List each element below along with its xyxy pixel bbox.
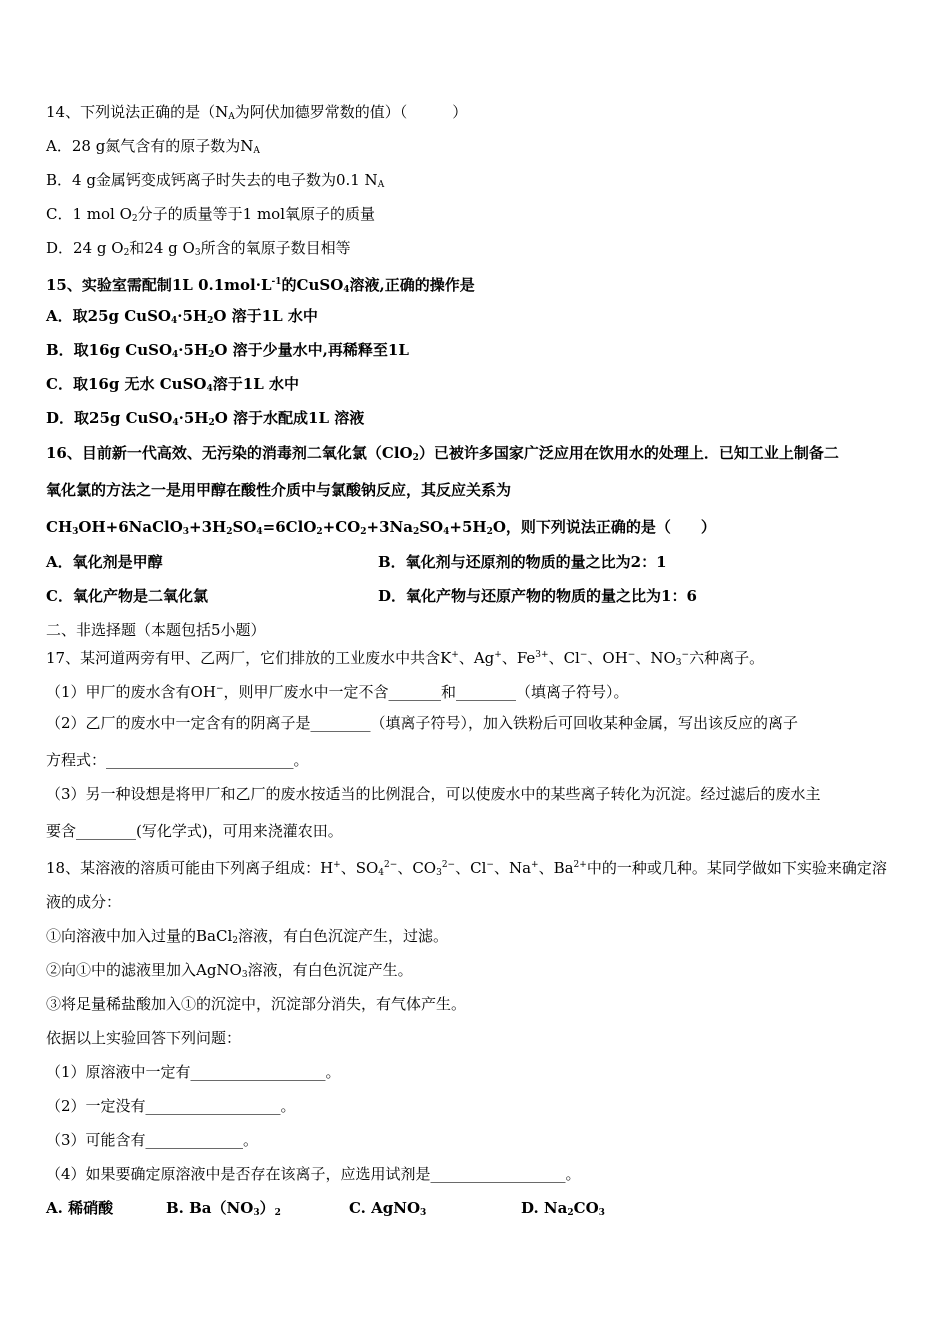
q15-option-c: C．取16g 无水 CuSO$_4$溶于1L 水中	[46, 375, 299, 394]
q18-part1: （1）原溶液中一定有__________________。	[46, 1063, 341, 1081]
q15-option-d: D．取25g $CuSO_4\cdot 5H_2O$ 溶于水配成1L 溶液	[46, 409, 365, 428]
q18-stem: 18、某溶液的溶质可能由下列离子组成：H+、$SO_4^{2-}$、$CO_3^{2-}$、Cl−、Na+、$Ba^{2+}$中的一种或几种。某同学做如下实验来确定溶	[46, 859, 887, 878]
q18-step1: ①向溶液中加入过量的BaCl$_2$溶液，有白色沉淀产生，过滤。	[46, 927, 448, 946]
q16-option-a: A．氧化剂是甲醇	[46, 553, 163, 571]
q15-option-a: A．取25g $CuSO_4\cdot 5H_2O$ 溶于1L 水中	[46, 307, 318, 326]
q14-option-d: D．24 g $O_2$和24 g $O_3$所含的氧原子数目相等	[46, 239, 351, 258]
q18-intro: 依据以上实验回答下列问题：	[46, 1029, 242, 1047]
q17-part2: （2）乙厂的废水中一定含有的阴离子是________（填离子符号），加入铁粉后可回收某种金属，写出该反应的离子	[46, 714, 799, 732]
q18-option-c: C. AgNO$_3$	[349, 1199, 427, 1218]
q18-part2: （2）一定没有__________________。	[46, 1097, 296, 1115]
q16-stem-line1: 16、目前新一代高效、无污染的消毒剂二氧化氯（ClO$_2$）已被许多国家广泛应用在饮用水的处理上．已知工业上制备二	[46, 444, 839, 463]
q18-part4: （4）如果要确定原溶液中是否存在该离子，应选用试剂是__________________。	[46, 1165, 581, 1183]
q14-option-b: B．4 g金属钙变成钙离子时失去的电子数为0.1 $N_A$	[46, 171, 385, 190]
q15-option-b: B．取16g $CuSO_4\cdot 5H_2O$ 溶于少量水中,再稀释至1L	[46, 341, 409, 360]
q18-step2: ②向①中的滤液里加入AgNO$_3$溶液，有白色沉淀产生。	[46, 961, 413, 980]
q18-part3: （3）可能含有_____________。	[46, 1131, 259, 1149]
q17-part2-answer: 方程式：_________________________。	[46, 751, 309, 769]
q16-equation: $CH_3OH+6NaClO_3+3H_2SO_4=6ClO_2+CO_2+3Na_2SO_4+5H_2O$，则下列说法正确的是（ ）	[46, 518, 716, 537]
q17-part3-answer: 要含________(写化学式)，可用来浇灌农田。	[46, 822, 343, 840]
q18-option-d: D. $Na_2CO_3$	[521, 1199, 605, 1218]
q16-option-d: D．氧化产物与还原产物的物质的量之比为1：6	[378, 587, 697, 605]
q16-option-c: C．氧化产物是二氧化氯	[46, 587, 208, 605]
q15-stem: 15、实验室需配制1L $0.1mol\cdot L^{-1}$的CuSO$_4$溶液,正确的操作是	[46, 276, 475, 295]
q17-part1: （1）甲厂的废水含有OH−，则甲厂废水中一定不含_______和________（填离子符号）。	[46, 683, 629, 701]
q18-option-a: A. 稀硝酸	[46, 1199, 114, 1217]
q16-option-b: B．氧化剂与还原剂的物质的量之比为2：1	[378, 553, 667, 571]
q14-option-c: C．1 mol $O_2$分子的质量等于1 mol氧原子的质量	[46, 205, 376, 224]
q18-step3: ③将足量稀盐酸加入①的沉淀中，沉淀部分消失，有气体产生。	[46, 995, 467, 1013]
q17-stem: 17、某河道两旁有甲、乙两厂，它们排放的工业废水中共含K+、Ag+、$Fe^{3+}$、Cl−、OH−、$NO_3^-$六种离子。	[46, 649, 765, 668]
section-heading: 二、非选择题（本题包括5小题）	[46, 621, 266, 639]
q18-stem-line2: 液的成分：	[46, 893, 122, 911]
q16-stem-line2: 氧化氯的方法之一是用甲醇在酸性介质中与氯酸钠反应，其反应关系为	[46, 481, 512, 499]
q18-option-b: B. $Ba(NO_3)_2$	[166, 1199, 281, 1218]
q17-part3: （3）另一种设想是将甲厂和乙厂的废水按适当的比例混合，可以使废水中的某些离子转化为沉淀。经过滤后的废水主	[46, 785, 821, 803]
q14-option-a: A．28 g氮气含有的原子数为$N_A$	[46, 137, 260, 156]
q14-stem: 14、下列说法正确的是（$N_A$为阿伏加德罗常数的值）（ ）	[46, 103, 468, 122]
